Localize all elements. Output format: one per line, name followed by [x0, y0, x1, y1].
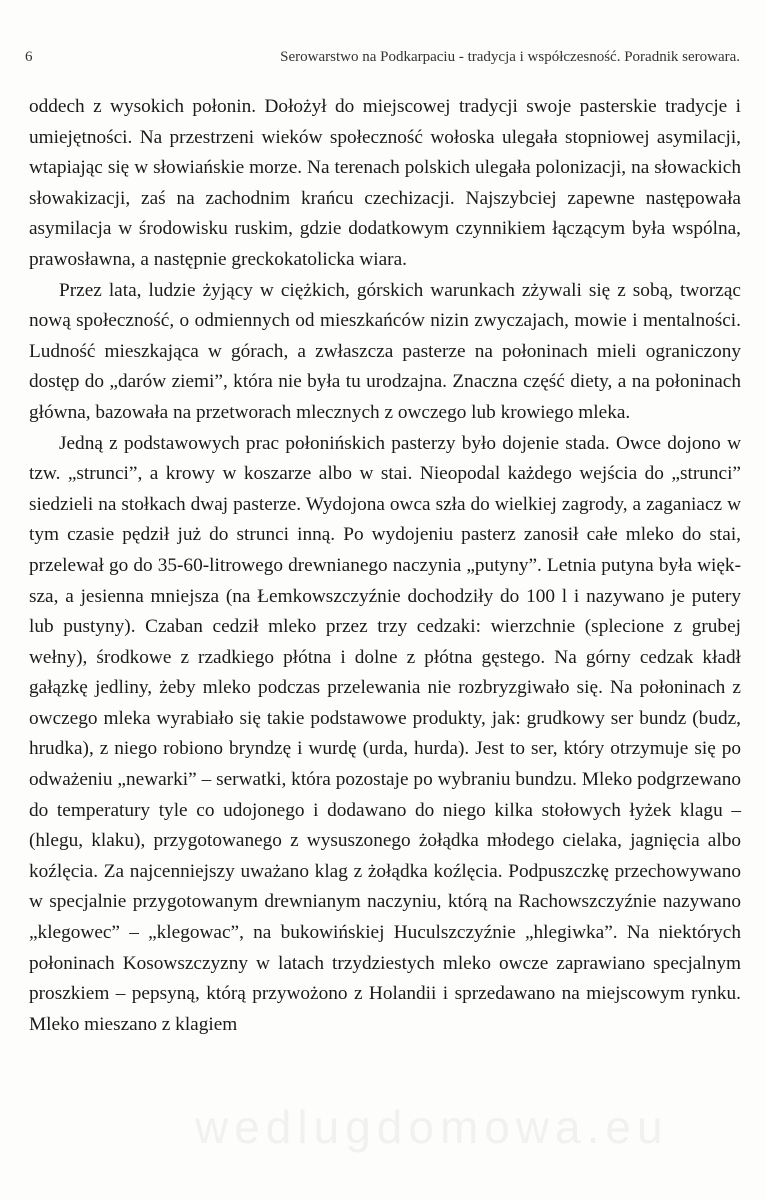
body-text: [29, 92, 741, 1040]
page-number: 6: [25, 49, 33, 65]
paragraph-3: Jedną z podstawowych prac połonińskich pasterzy było dojenie stada. Owce dojono w tzw. „strunci”, a krowy w koszarze albo w stai. Nieopodal każdego wejścia do „strunci” siedzieli na stołkach dwaj pasterze. Wydojona owca szła do wielkiej zagrody, a zaganiacz w tym czasie pędził już do strunci inną. Po wydojeniu pasterz zanosił całe mleko do stai, przelewał go do 35-60-litrowego drewnianego naczynia „putyny”. Letnia putyna była większa, a jesienna mniejsza (na Łemkowszczyźnie dochodziły do 100 l i nazywano je putery lub pustyny). Czaban cedził mleko przez trzy cedzaki: wierzchnie (splecione z grubej wełny), środkowe z rzadkiego płótna i dolne z płótna gęstego. Na górny cedzak kładł gałązkę jedliny, żeby mleko podczas przelewania nie rozbryzgiwało się. Na połoninach z owczego mleka wyrabiało się takie podstawowe produkty, jak: grudkowy ser bundz (budz, hrudka), z niego robiono bryndzę i wurdę (urda, hurda). Jest to ser, który otrzymuje się po odważeniu „newarki” – serwatki, która pozostaje po wybraniu bundzu. Mleko podgrzewano do temperatury tyle co udojonego i dodawano do niego kilka stołowych łyżek klagu – (hlegu, klaku), przygotowanego z wysuszonego żołądka młodego cielaka, jagnięcia albo koźlęcia. Za najcenniejszy uważano klag z żołądka koźlęcia. Podpuszczkę przechowywano w specjalnie przygotowanym drewnianym naczyniu, którą na Rachowszczyźnie nazywano „klegowec” – „klegowac”, na bukowińskiej Huculszczyźnie „hlegiwka”. Na niektórych połoninach Kosowszczyzny w latach trzydziestych mleko owcze zaprawiano specjalnym proszkiem – pepsyną, którą przywożono z Holandii i sprzedawano na miejscowym rynku. Mleko mieszano z klagiem: [29, 432, 741, 1035]
watermark: wedlugdomowa.eu: [195, 1101, 669, 1153]
header-title: Serowarstwo na Podkarpaciu - tradycja i współczesność. Poradnik serowara.: [280, 49, 740, 65]
running-header: [25, 45, 740, 69]
paragraph-1: oddech z wysokich połonin. Dołożył do miejscowej tradycji swoje pasterskie tradycje i umiejętności. Na przestrzeni wieków społeczność wołoska ulegała stopniowej asymilacji, wtapiając się w słowiańskie morze. Na terenach polskich ulegała polonizacji, na słowackich słowakizacji, zaś na zachodnim krańcu czechizacji. Najszybciej zapewne następowała asymilacja w środowisku ruskim, gdzie dodatkowym czynnikiem łączącym była wspólna, prawosławna, a następnie greckokatolicka wiara.: [29, 96, 741, 270]
paragraph-2: Przez lata, ludzie żyjący w ciężkich, górskich warunkach zżywali się z sobą, tworząc nową społeczność, o odmiennych od mieszkańców nizin zwyczajach, mowie i mentalności. Ludność mieszkająca w górach, a zwłaszcza pasterze na połoninach mieli ograniczony dostęp do „darów ziemi”, która nie była tu urodzajna. Znaczna część diety, a na połoninach główna, bazowała na przetworach mlecznych z owczego lub krowiego mleka.: [29, 279, 741, 423]
